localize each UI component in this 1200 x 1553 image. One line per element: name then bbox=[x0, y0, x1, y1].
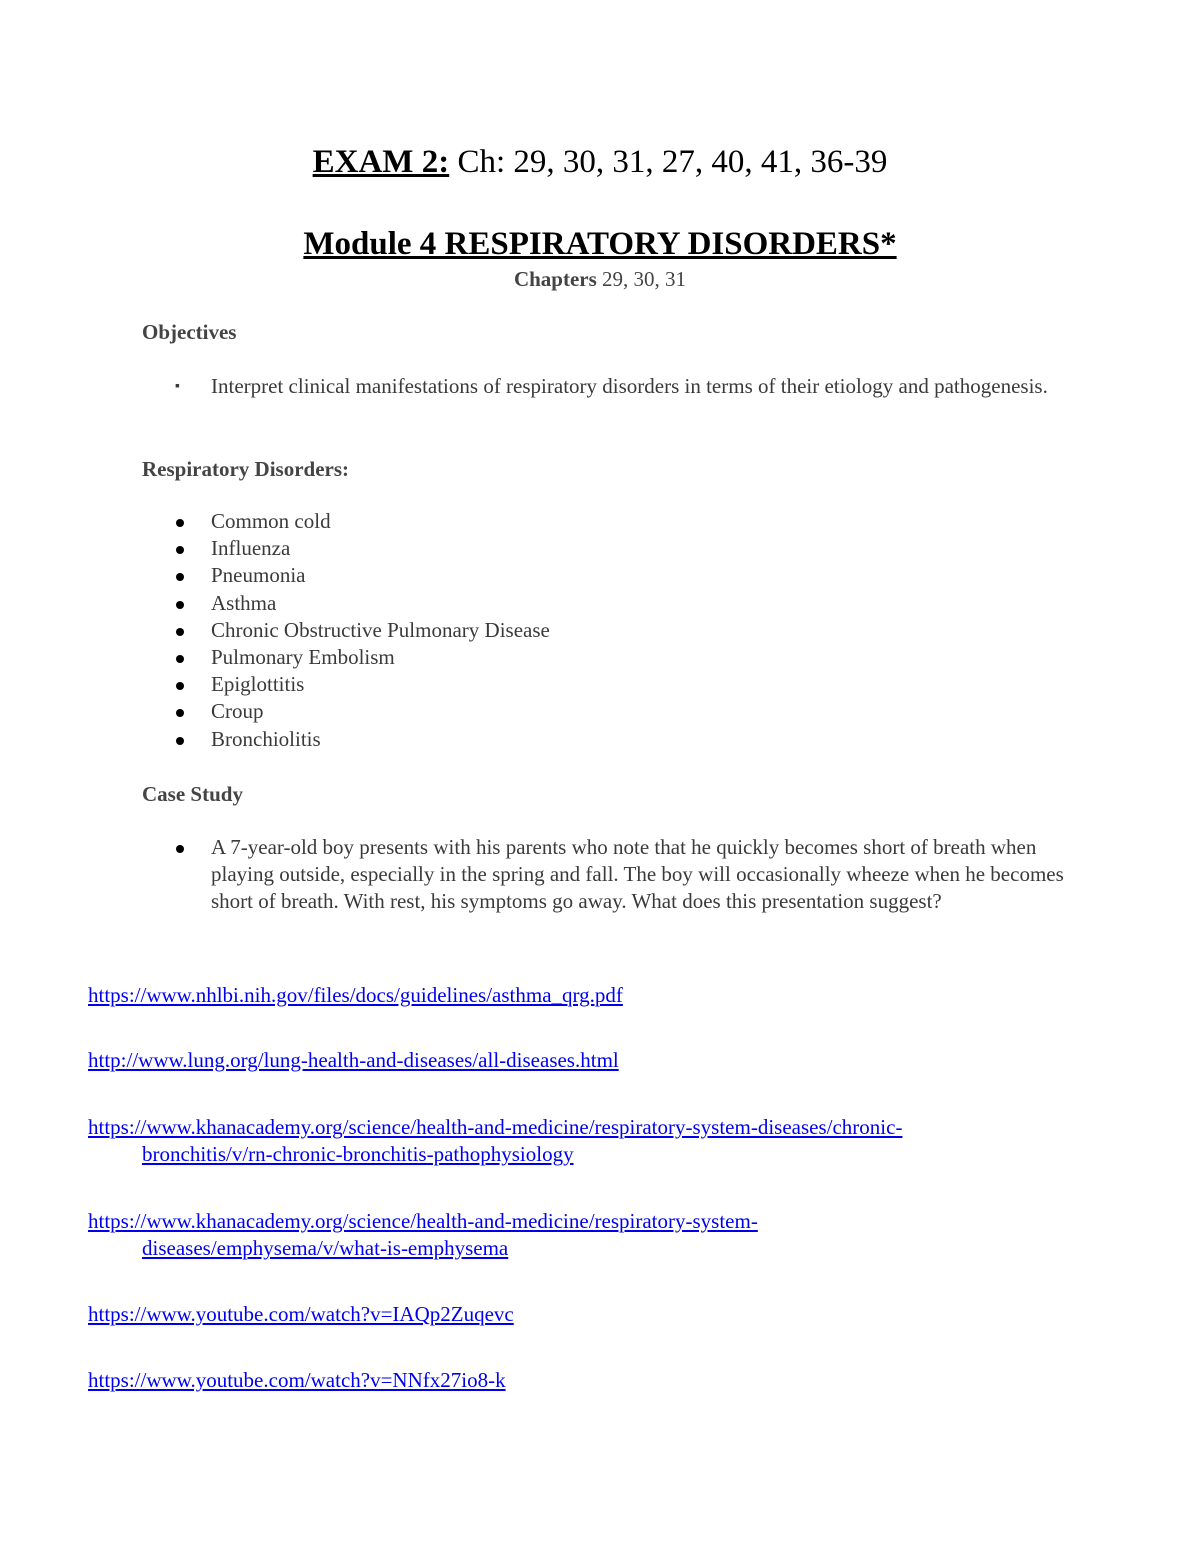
list-item bbox=[142, 726, 550, 753]
link-text: https://www.youtube.com/watch?v=IAQp2Zuqevc bbox=[88, 1302, 514, 1326]
case-study-heading: Case Study bbox=[142, 782, 243, 806]
link-text: https://www.nhlbi.nih.gov/files/docs/guidelines/asthma_qrg.pdf bbox=[88, 983, 623, 1007]
disorder-label: Asthma bbox=[211, 590, 277, 615]
link-text-continued: diseases/emphysema/v/what-is-emphysema bbox=[142, 1236, 509, 1260]
disorder-label: Bronchiolitis bbox=[211, 726, 321, 751]
disorder-label: Common cold bbox=[211, 509, 331, 533]
case-study-item bbox=[142, 834, 1072, 915]
bullet-icon bbox=[176, 845, 184, 853]
disorder-label: Pulmonary Embolism bbox=[211, 644, 395, 669]
hyperlink[interactable] bbox=[88, 1301, 1048, 1328]
case-study-text: A 7-year-old boy presents with his parents who note that he quickly becomes short of breath when playing outside, especially in the spring and fall. The boy will occasionally wheeze when he becomes short of breath. With rest, his symptoms go away. What does this presentation suggest? bbox=[211, 835, 1064, 913]
hyperlink[interactable] bbox=[88, 1367, 1048, 1394]
link-text: https://www.khanacademy.org/science/health-and-medicine/respiratory-system- bbox=[88, 1209, 758, 1233]
hyperlink[interactable] bbox=[88, 1047, 1048, 1074]
reference-link-youtube-1 bbox=[88, 1301, 1048, 1328]
disorder-label: Pneumonia bbox=[211, 563, 306, 588]
list-item bbox=[142, 644, 550, 671]
chapters-label: Chapters bbox=[513, 267, 597, 291]
list-item bbox=[142, 508, 550, 535]
reference-link-khan-emphysema bbox=[88, 1208, 1048, 1262]
list-item bbox=[142, 671, 550, 698]
link-text: https://www.khanacademy.org/science/health-and-medicine/respiratory-system-diseases/chronic- bbox=[88, 1115, 903, 1139]
reference-link-youtube-2 bbox=[88, 1367, 1048, 1394]
disorder-label: Influenza bbox=[211, 536, 291, 561]
link-text: https://www.youtube.com/watch?v=NNfx27io8-k bbox=[88, 1368, 506, 1392]
reference-link-nhlbi bbox=[88, 982, 1048, 1009]
hyperlink[interactable] bbox=[88, 1208, 1048, 1262]
bullet-icon bbox=[176, 573, 184, 581]
module-title: Module 4 RESPIRATORY DISORDERS* bbox=[303, 226, 897, 262]
hyperlink[interactable] bbox=[88, 1114, 1048, 1168]
square-bullet-icon: ▪ bbox=[175, 379, 180, 394]
disorder-label: Epiglottitis bbox=[211, 672, 305, 697]
list-item bbox=[142, 590, 550, 617]
disorder-label: Croup bbox=[211, 699, 264, 724]
objectives-heading: Objectives bbox=[142, 320, 237, 344]
bullet-icon bbox=[176, 519, 184, 527]
link-text: http://www.lung.org/lung-health-and-diseases/all-diseases.html bbox=[88, 1048, 619, 1072]
bullet-icon bbox=[176, 682, 184, 690]
bullet-icon bbox=[176, 628, 184, 636]
bullet-icon bbox=[176, 601, 184, 609]
chapters-line bbox=[0, 265, 1200, 293]
reference-link-lung bbox=[88, 1047, 1048, 1074]
bullet-icon bbox=[176, 737, 184, 745]
chapters-numbers: 29, 30, 31 bbox=[596, 267, 687, 291]
bullet-icon bbox=[176, 546, 184, 554]
list-item bbox=[142, 617, 550, 644]
exam-title bbox=[0, 140, 1200, 184]
objective-item bbox=[142, 373, 1062, 400]
link-text-continued: bronchitis/v/rn-chronic-bronchitis-pathophysiology bbox=[142, 1142, 574, 1166]
list-item bbox=[142, 562, 550, 589]
exam-label: EXAM 2: bbox=[312, 144, 450, 180]
bullet-icon bbox=[176, 655, 184, 663]
disorders-heading: Respiratory Disorders: bbox=[142, 457, 350, 481]
list-item bbox=[142, 698, 550, 725]
bullet-icon bbox=[176, 709, 184, 717]
disorder-list bbox=[142, 508, 550, 753]
reference-link-khan-bronchitis bbox=[88, 1114, 1048, 1168]
hyperlink[interactable] bbox=[88, 982, 1048, 1009]
list-item bbox=[142, 535, 550, 562]
disorder-label: Chronic Obstructive Pulmonary Disease bbox=[211, 617, 550, 642]
exam-chapters: Ch: 29, 30, 31, 27, 40, 41, 36-39 bbox=[449, 144, 888, 180]
objective-text: Interpret clinical manifestations of respiratory disorders in terms of their etiology and pathogenesis. bbox=[211, 374, 1048, 398]
